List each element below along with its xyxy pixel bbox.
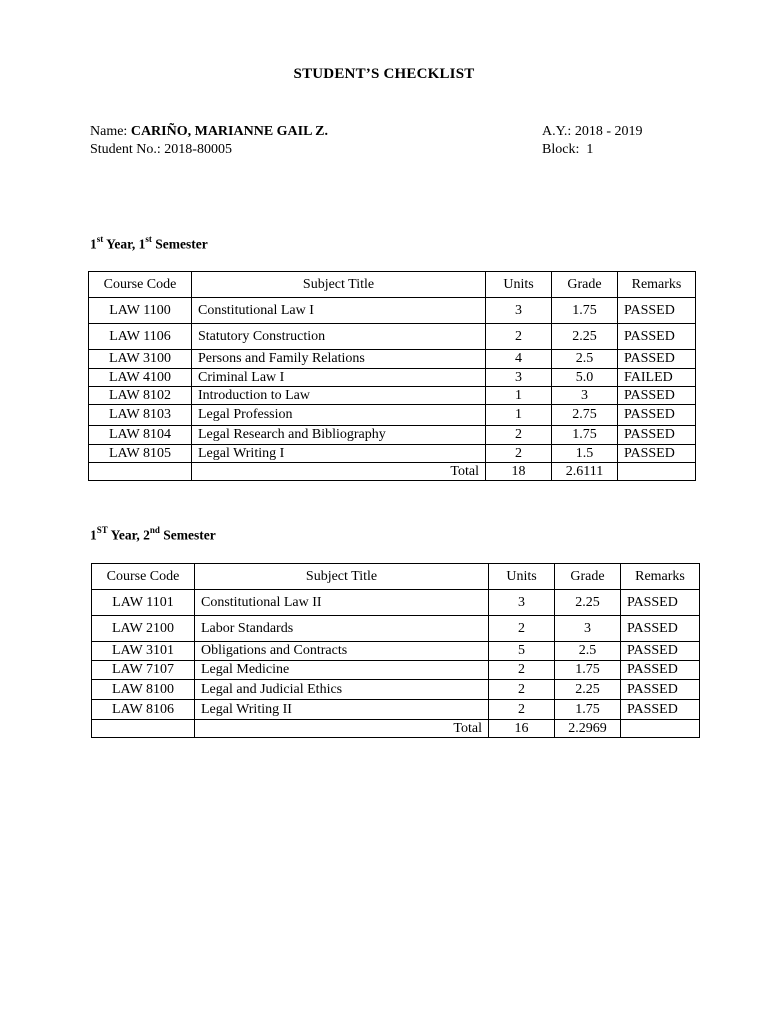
name-label: Name: <box>90 124 128 139</box>
table-row: LAW 1101 Constitutional Law II 3 2.25 PASSED <box>92 590 700 616</box>
column-header: Course Code <box>92 564 195 590</box>
academic-year-line <box>542 123 642 141</box>
column-header: Subject Title <box>192 272 486 298</box>
block-line <box>542 141 593 159</box>
total-units: 16 <box>489 720 555 738</box>
table-row: LAW 8104 Legal Research and Bibliography 2 1.75 PASSED <box>89 426 696 445</box>
student-name: CARIÑO, MARIANNE GAIL Z. <box>130 124 329 139</box>
table-row: LAW 8105 Legal Writing I 2 1.5 PASSED <box>89 445 696 463</box>
total-label: Total <box>192 463 486 481</box>
semester-heading: 1ST Year, 2nd Semester <box>90 525 216 543</box>
table-row: LAW 3101 Obligations and Contracts 5 2.5 PASSED <box>92 642 700 661</box>
table-row: LAW 8106 Legal Writing II 2 1.75 PASSED <box>92 700 700 720</box>
table-row: LAW 8100 Legal and Judicial Ethics 2 2.25 PASSED <box>92 680 700 700</box>
total-grade: 2.2969 <box>555 720 621 738</box>
table-row: LAW 3100 Persons and Family Relations 4 2.5 PASSED <box>89 350 696 369</box>
document-title: STUDENT’S CHECKLIST <box>293 66 475 82</box>
total-units: 18 <box>486 463 552 481</box>
table-row: LAW 7107 Legal Medicine 2 1.75 PASSED <box>92 661 700 680</box>
total-row <box>89 463 696 481</box>
table-row: LAW 4100 Criminal Law I 3 5.0 FAILED <box>89 369 696 387</box>
table-header-row <box>89 272 696 298</box>
total-grade: 2.6111 <box>552 463 618 481</box>
column-header: Units <box>486 272 552 298</box>
table-row: LAW 8102 Introduction to Law 1 3 PASSED <box>89 387 696 405</box>
student-number: 2018-80005 <box>164 142 232 157</box>
column-header: Subject Title <box>195 564 489 590</box>
table-row: LAW 1106 Statutory Construction 2 2.25 PASSED <box>89 324 696 350</box>
table-row: LAW 2100 Labor Standards 2 3 PASSED <box>92 616 700 642</box>
table-header-row <box>92 564 700 590</box>
column-header: Grade <box>555 564 621 590</box>
column-header: Remarks <box>621 564 700 590</box>
table-row: LAW 1100 Constitutional Law I 3 1.75 PASSED <box>89 298 696 324</box>
semester-table <box>91 563 700 738</box>
total-label: Total <box>195 720 489 738</box>
column-header: Units <box>489 564 555 590</box>
column-header: Course Code <box>89 272 192 298</box>
column-header: Grade <box>552 272 618 298</box>
student-number-label: Student No.: <box>90 142 161 157</box>
column-header: Remarks <box>618 272 696 298</box>
semester-heading: 1st Year, 1st Semester <box>90 234 208 252</box>
student-name-line <box>90 123 328 141</box>
block-number: 1 <box>586 142 594 157</box>
student-number-line <box>90 141 232 159</box>
semester-table <box>88 271 696 481</box>
academic-year: 2018 - 2019 <box>574 124 643 139</box>
academic-year-label: A.Y.: <box>542 124 572 139</box>
block-label: Block: <box>542 142 580 157</box>
table-row: LAW 8103 Legal Profession 1 2.75 PASSED <box>89 405 696 426</box>
total-row <box>92 720 700 738</box>
